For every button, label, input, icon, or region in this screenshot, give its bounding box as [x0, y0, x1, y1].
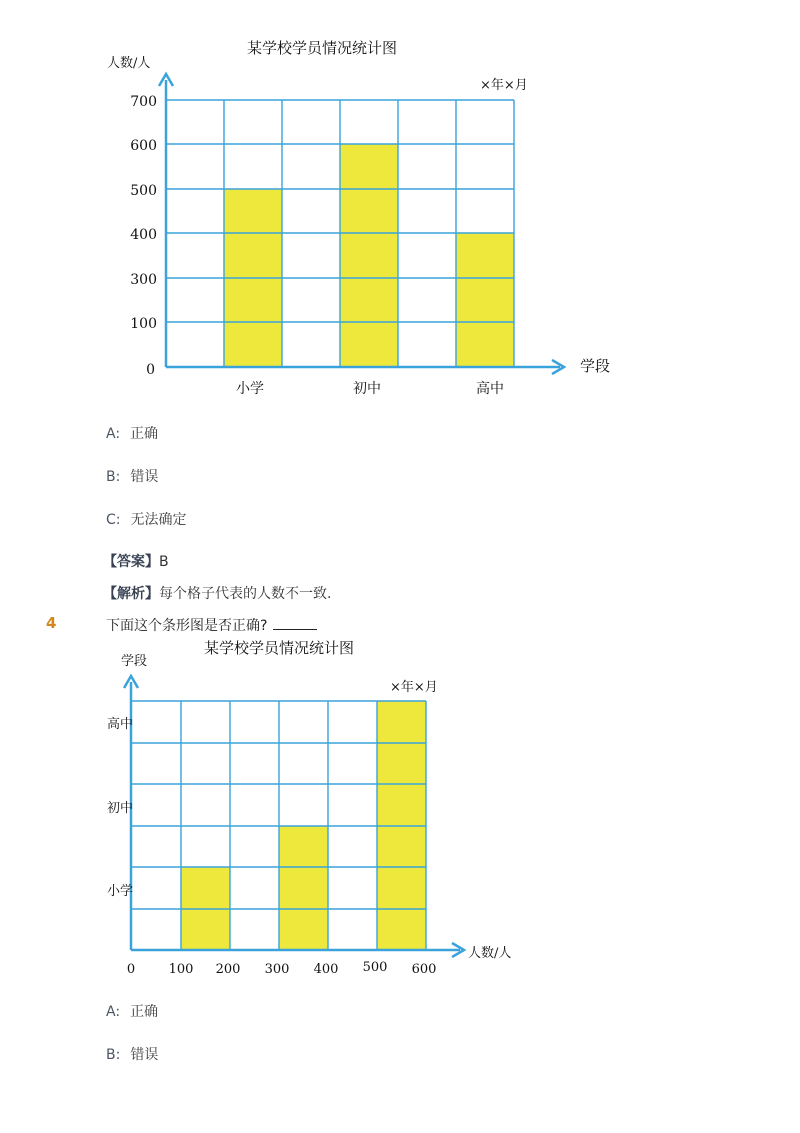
bar-高中: [456, 233, 514, 367]
x-tick-label: 400: [313, 962, 339, 977]
option-b[interactable]: [106, 466, 158, 486]
option-key: A:: [106, 426, 121, 442]
y-tick-label: 初中: [107, 801, 134, 816]
analysis-label: 【解析】: [103, 586, 159, 602]
y-tick-label: 600: [130, 138, 157, 154]
option-text: 无法确定: [130, 512, 187, 528]
option-text: 正确: [130, 426, 159, 442]
option-text: 正确: [130, 1004, 159, 1020]
chart1-svg: [0, 0, 800, 410]
y-tick-label: 300: [130, 272, 157, 288]
chart2-title: 某学校学员情况统计图: [203, 639, 355, 657]
chart2-ylabel: 学段: [121, 654, 148, 669]
chart1-date: ×年×月: [480, 78, 528, 93]
x-tick-label: 100: [168, 962, 194, 977]
chart1-ylabel: 人数/人: [107, 56, 151, 71]
option-key: C:: [106, 512, 121, 528]
x-tick-label: 0: [126, 962, 136, 977]
chart1-title: 某学校学员情况统计图: [246, 39, 398, 57]
x-tick-label: 600: [411, 962, 437, 977]
option-key: A:: [106, 1004, 121, 1020]
option-a[interactable]: [106, 1001, 158, 1021]
answer-label: 【答案】: [103, 554, 159, 570]
y-tick-label: 100: [130, 316, 157, 332]
option-c[interactable]: [106, 509, 187, 529]
option-b[interactable]: [106, 1044, 158, 1064]
analysis-text: 每个格子代表的人数不一致.: [159, 586, 332, 602]
answer-value: B: [159, 554, 169, 570]
bar-初中: [279, 826, 328, 950]
chart2-xlabel: 人数/人: [468, 946, 512, 961]
y-tick-label: 500: [130, 183, 157, 199]
option-key: B:: [106, 1047, 121, 1063]
question-body: 下面这个条形图是否正确?: [106, 618, 268, 634]
y-tick-label: 400: [130, 227, 157, 243]
x-tick-label: 200: [215, 962, 241, 977]
option-a[interactable]: [106, 423, 158, 443]
x-tick-label: 300: [264, 962, 290, 977]
x-tick-label: 小学: [236, 381, 264, 397]
y-tick-label: 0: [146, 362, 155, 378]
question-number: 4: [46, 614, 57, 632]
chart2-svg: [0, 630, 800, 990]
y-tick-label: 700: [130, 94, 157, 110]
chart1-xlabel: 学段: [580, 357, 611, 375]
x-tick-label: 高中: [476, 381, 504, 397]
answer-blank[interactable]: [273, 617, 317, 630]
option-text: 错误: [130, 1047, 159, 1063]
x-tick-label: 初中: [353, 381, 381, 397]
option-key: B:: [106, 469, 121, 485]
analysis-line: [103, 583, 331, 603]
answer-line: [103, 551, 169, 571]
y-tick-label: 小学: [107, 884, 134, 899]
y-tick-label: 高中: [107, 717, 134, 732]
bar-初中: [340, 144, 398, 367]
chart2-date: ×年×月: [390, 680, 438, 695]
option-text: 错误: [130, 469, 159, 485]
x-tick-label: 500: [362, 960, 388, 975]
